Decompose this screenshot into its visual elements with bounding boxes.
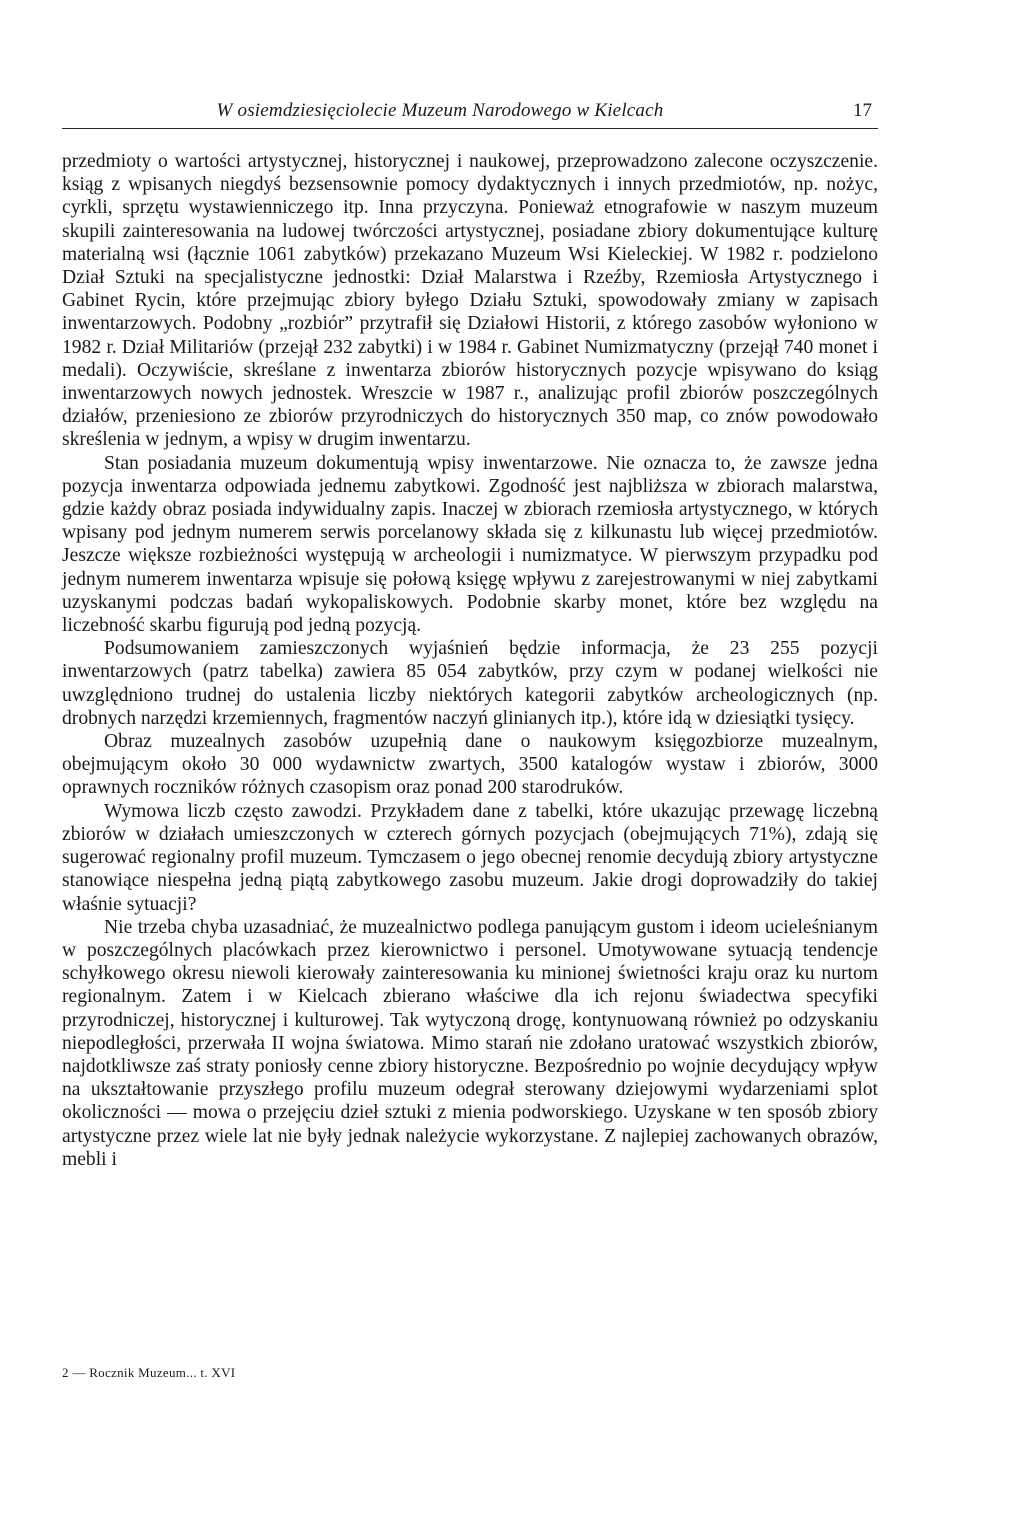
- paragraph: przedmioty o wartości artystycznej, historycznej i naukowej, przeprowadzono zalecone oczyszczenie. ksiąg z wpisanych niegdyś bezsensownie pomocy dydaktycznych i innych przedmiotów, np. nożyc, cyrkli, sprzętu wystawienniczego itp. Inna przyczyna. Ponieważ etnografowie w naszym muzeum skupili zainteresowania na ludowej twórczości artystycznej, posiadane zbiory dokumentujące kulturę materialną wsi (łącznie 1061 zabytków) przekazano Muzeum Wsi Kieleckiej. W 1982 r. podzielono Dział Sztuki na specjalistyczne jednostki: Dział Malarstwa i Rzeźby, Rzemiosła Artystycznego i Gabinet Rycin, które przejmując zbiory byłego Działu Sztuki, spowodowały zmiany w zapisach inwentarzowych. Podobny „rozbiór” przytrafił się Działowi Historii, z którego zasobów wyłoniono w 1982 r. Dział Militariów (przejął 232 zabytki) i w 1984 r. Gabinet Numizmatyczny (przejął 740 monet i medali). Oczywiście, skreślane z inwentarza zbiorów historycznych pozycje wpisywano do ksiąg inwentarzowych nowych jednostek. Wreszcie w 1987 r., analizując profil zbiorów poszczególnych działów, przeniesiono ze zbiorów przyrodniczych do historycznych 350 map, co znów powodowało skreślenia w jednym, a wpisy w drugim inwentarzu.: [62, 151, 878, 451]
- running-title: W osiemdziesięciolecie Muzeum Narodowego w Kielcach: [216, 100, 664, 121]
- paragraph: Podsumowaniem zamieszczonych wyjaśnień będzie informacja, że 23 255 pozycji inwentarzowych (patrz tabelka) zawiera 85 054 zabytków, przy czym w podanej wielkości nie uwzględniono trudnej do ustalenia liczby niektórych kategorii zabytków archeologicznych (np. drobnych narzędzi krzemiennych, fragmentów naczyń glinianych itp.), które idą w dziesiątki tysięcy.: [62, 638, 878, 729]
- paragraph: Wymowa liczb często zawodzi. Przykładem dane z tabelki, które ukazując przewagę liczebną zbiorów w działach umieszczonych w czterech górnych pozycjach (obejmujących 71%), zdają się sugerować regionalny profil muzeum. Tymczasem o jego obecnej renomie decydują zbiory artystyczne stanowiące niespełna jedną piątą zabytkowego zasobu muzeum. Jakie drogi doprowadziły do takiej właśnie sytuacji?: [62, 800, 878, 915]
- running-header: [62, 98, 878, 129]
- signature-footnote: 2 — Rocznik Muzeum... t. XVI: [62, 1365, 236, 1380]
- paragraph: Stan posiadania muzeum dokumentują wpisy inwentarzowe. Nie oznacza to, że zawsze jedna pozycja inwentarza odpowiada jednemu zabytkowi. Zgodność jest najbliższa w zbiorach malarstwa, gdzie każdy obraz posiada indywidualny zapis. Inaczej w zbiorach rzemiosła artystycznego, w których wpisany pod jednym numerem serwis porcelanowy składa się z kilkunastu lub więcej przedmiotów. Jeszcze większe rozbieżności występują w archeologii i numizmatyce. W pierwszym przypadku pod jednym numerem inwentarza wpisuje się połową księgę wpływu z zarejestrowanymi w niej zabytkami uzyskanymi podczas badań wykopaliskowych. Podobnie skarby monet, które bez względu na liczebność skarbu figurują pod jedną pozycją.: [62, 452, 878, 637]
- body-text: [62, 150, 878, 1171]
- page-number: 17: [853, 100, 872, 121]
- paragraph: Nie trzeba chyba uzasadniać, że muzealnictwo podlega panującym gustom i ideom ucieleśnianym w poszczególnych placówkach przez kierownictwo i personel. Umotywowane sytuacją tendencje schyłkowego okresu niewoli kierowały zainteresowania ku minionej świetności kraju oraz ku nurtom regionalnym. Zatem i w Kielcach zbierano właściwe dla ich rejonu świadectwa specyfiki przyrodniczej, historycznej i kulturowej. Tak wytyczoną drogę, kontynuowaną również po odzyskaniu niepodległości, przerwała II wojna światowa. Mimo starań nie zdołano uratować wszystkich zbiorów, najdotkliwsze zaś straty poniosły cenne zbiory historyczne. Bezpośrednio po wojnie decydujący wpływ na ukształtowanie przyszłego profilu muzeum odegrał sterowany dziejowymi wydarzeniami splot okoliczności — mowa o przejęciu dzieł sztuki z mienia podworskiego. Uzyskane w ten sposób zbiory artystyczne przez wiele lat nie były jednak należycie wykorzystane. Z najlepiej zachowanych obrazów, mebli i: [62, 916, 878, 1170]
- paragraph: Obraz muzealnych zasobów uzupełnią dane o naukowym księgozbiorze muzealnym, obejmującym około 30 000 wydawnictw zwartych, 3500 katalogów wystaw i zbiorów, 3000 oprawnych roczników różnych czasopism oraz ponad 200 starodruków.: [62, 731, 878, 799]
